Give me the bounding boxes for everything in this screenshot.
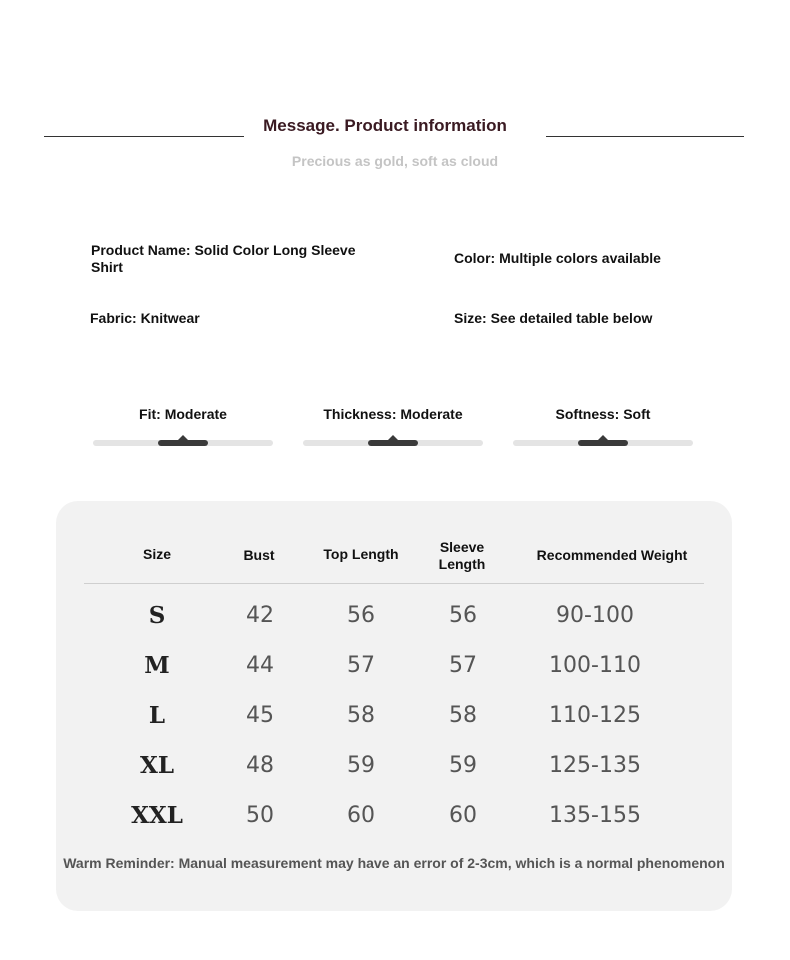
product-name: Product Name: Solid Color Long Sleeve Shirt [91, 242, 356, 275]
row-size: XL [139, 752, 175, 779]
row-size: M [144, 652, 170, 679]
product-size-note: Size: See detailed table below [454, 310, 653, 326]
row-bust: 48 [246, 753, 274, 778]
row-top-length: 57 [347, 653, 375, 678]
header-bust: Bust [243, 547, 275, 563]
fit-meter-pointer-icon [178, 435, 188, 440]
row-sleeve-length: 56 [449, 603, 477, 628]
row-sleeve-length: 60 [449, 803, 477, 828]
section-title: Message. Product information [263, 116, 507, 135]
row-size: XXL [131, 802, 183, 829]
fit-label: Fit: Moderate [139, 406, 227, 422]
header-top-length: Top Length [323, 546, 399, 562]
header-recommended-weight: Recommended Weight [536, 547, 688, 563]
header-divider-left [44, 136, 244, 137]
row-size: S [148, 602, 166, 629]
row-bust: 45 [246, 703, 274, 728]
row-top-length: 59 [347, 753, 375, 778]
fit-meter [93, 440, 273, 446]
header-sleeve-length: Sleeve Length [438, 539, 486, 572]
fit-meter-fill [158, 440, 208, 446]
row-size: L [148, 702, 166, 729]
row-top-length: 56 [347, 603, 375, 628]
thickness-meter-fill [368, 440, 418, 446]
thickness-meter-pointer-icon [388, 435, 398, 440]
softness-meter [513, 440, 693, 446]
row-weight: 135-155 [549, 803, 641, 828]
row-bust: 44 [246, 653, 274, 678]
header-divider-right [546, 136, 744, 137]
row-top-length: 58 [347, 703, 375, 728]
row-bust: 50 [246, 803, 274, 828]
row-weight: 90-100 [556, 603, 634, 628]
header-size: Size [142, 546, 171, 562]
row-sleeve-length: 58 [449, 703, 477, 728]
row-weight: 125-135 [549, 753, 641, 778]
product-color: Color: Multiple colors available [454, 250, 661, 266]
thickness-label: Thickness: Moderate [323, 406, 463, 422]
softness-meter-fill [578, 440, 628, 446]
row-weight: 110-125 [549, 703, 641, 728]
warm-reminder: Warm Reminder: Manual measurement may have an error of 2-3cm, which is a normal phenomenon [63, 855, 725, 871]
softness-meter-pointer-icon [598, 435, 608, 440]
thickness-meter [303, 440, 483, 446]
row-sleeve-length: 59 [449, 753, 477, 778]
section-subtitle: Precious as gold, soft as cloud [291, 153, 499, 169]
table-divider [84, 583, 704, 584]
row-bust: 42 [246, 603, 274, 628]
softness-label: Softness: Soft [555, 406, 651, 422]
row-top-length: 60 [347, 803, 375, 828]
row-sleeve-length: 57 [449, 653, 477, 678]
product-fabric: Fabric: Knitwear [90, 310, 200, 326]
row-weight: 100-110 [549, 653, 641, 678]
